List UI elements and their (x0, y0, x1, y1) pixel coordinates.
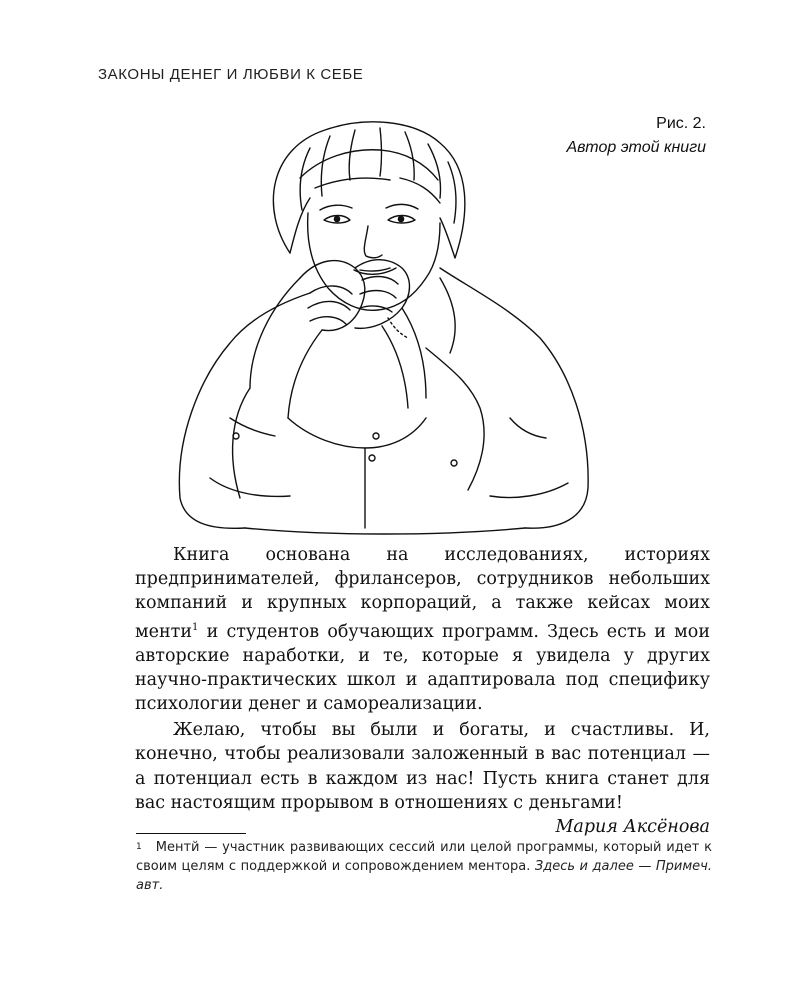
footnote (136, 838, 712, 895)
footnote-text: Ментй — участник развивающих сессий или целой программы, который идет к своим целям с поддержкой и сопровождением ментора. (136, 840, 712, 874)
paragraph-1: Книга основана на исследованиях, историях предпринимателей, фрилансеров, сотрудников небольших компаний и крупных корпораций, а также кейсах моих менти$^1$ и студентов обучающих программ. Здесь есть и мои авторские наработки, и те, которые я увидела у других научно-практических школ и адаптировала под специфику психологии денег и самореализации. (135, 545, 710, 715)
author-portrait-illustration (150, 118, 620, 538)
paragraph-2: Желаю, чтобы вы были и богаты, и счастливы. И, конечно, чтобы реализовали заложенный в вас потенциал — а потенциал есть в каждом из нас! Пусть книга станет для вас настоящим прорывом в отношениях с деньгами! (135, 720, 710, 813)
footnote-rule (136, 833, 246, 834)
running-head: ЗАКОНЫ ДЕНЕГ И ЛЮБВИ К СЕБЕ (98, 66, 364, 83)
footnote-italic: Здесь и далее — Примеч. авт. (136, 859, 712, 893)
footnote-ref: 1 (191, 621, 199, 633)
footnote-mark: 1 (136, 842, 142, 852)
figure-caption-text: Автор этой книги (566, 139, 706, 156)
body-text (135, 543, 710, 839)
author-signature: Мария Аксёнова (555, 817, 710, 838)
figure-label: Рис. 2. (656, 115, 706, 132)
